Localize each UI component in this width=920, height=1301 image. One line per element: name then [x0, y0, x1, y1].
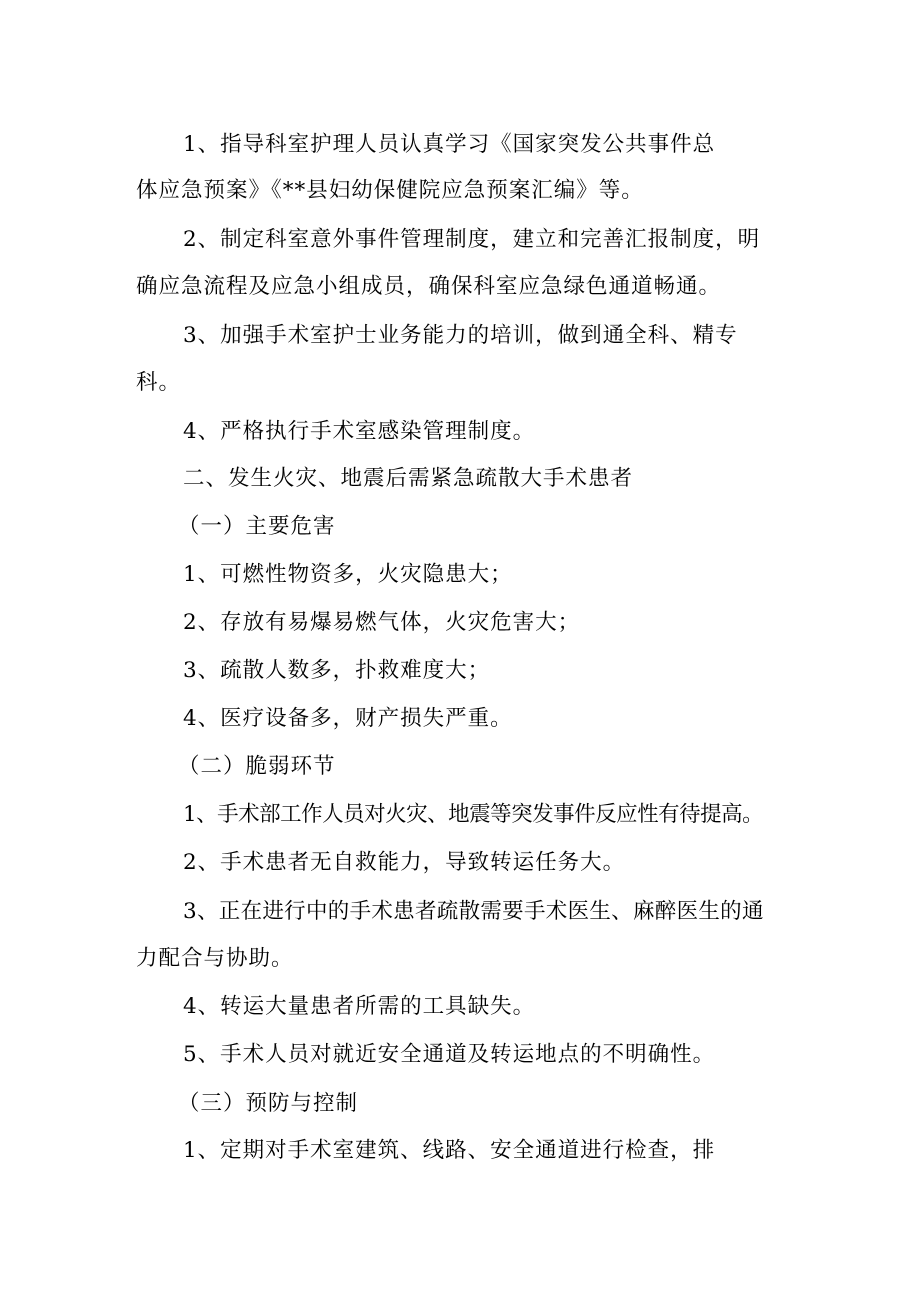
text-line: 2、手术患者无自救能力，导致转运任务大。 — [183, 850, 626, 875]
text-line: 3、疏散人数多，扑救难度大； — [183, 658, 491, 683]
subsection-heading: （二）脆弱环节 — [178, 754, 336, 779]
text-line: 1、指导科室护理人员认真学习《国家突发公共事件总 — [183, 132, 716, 157]
text-line: 2、制定科室意外事件管理制度，建立和完善汇报制度，明 — [183, 227, 761, 252]
text-line: 科。 — [136, 370, 182, 395]
text-line: 4、转运大量患者所需的工具缺失。 — [183, 994, 536, 1019]
text-line: 5、手术人员对就近安全通道及转运地点的不明确性。 — [183, 1042, 716, 1067]
text-line: 3、加强手术室护士业务能力的培训，做到通全科、精专 — [183, 323, 738, 348]
subsection-heading: （三）预防与控制 — [178, 1091, 359, 1116]
text-line: 4、医疗设备多，财产损失严重。 — [183, 706, 513, 731]
text-line: 力配合与协助。 — [136, 946, 294, 971]
text-line: 2、存放有易爆易燃气体，火灾危害大； — [183, 610, 581, 635]
subsection-heading: （一）主要危害 — [178, 514, 336, 539]
text-line: 1、可燃性物资多，火灾隐患大； — [183, 562, 513, 587]
text-line: 1、定期对手术室建筑、线路、安全通道进行检查，排 — [183, 1138, 716, 1163]
text-line: 体应急预案》《**县妇幼保健院应急预案汇编》等。 — [136, 178, 644, 203]
text-line: 确应急流程及应急小组成员，确保科室应急绿色通道畅通。 — [136, 274, 722, 299]
text-line: 4、严格执行手术室感染管理制度。 — [183, 419, 536, 444]
section-heading: 二、发生火灾、地震后需紧急疏散大手术患者 — [183, 466, 634, 491]
text-line: 3、正在进行中的手术患者疏散需要手术医生、麻醉医生的通 — [183, 899, 764, 924]
text-line: 1、手术部工作人员对火灾、地震等突发事件反应性有待提高。 — [183, 802, 764, 827]
